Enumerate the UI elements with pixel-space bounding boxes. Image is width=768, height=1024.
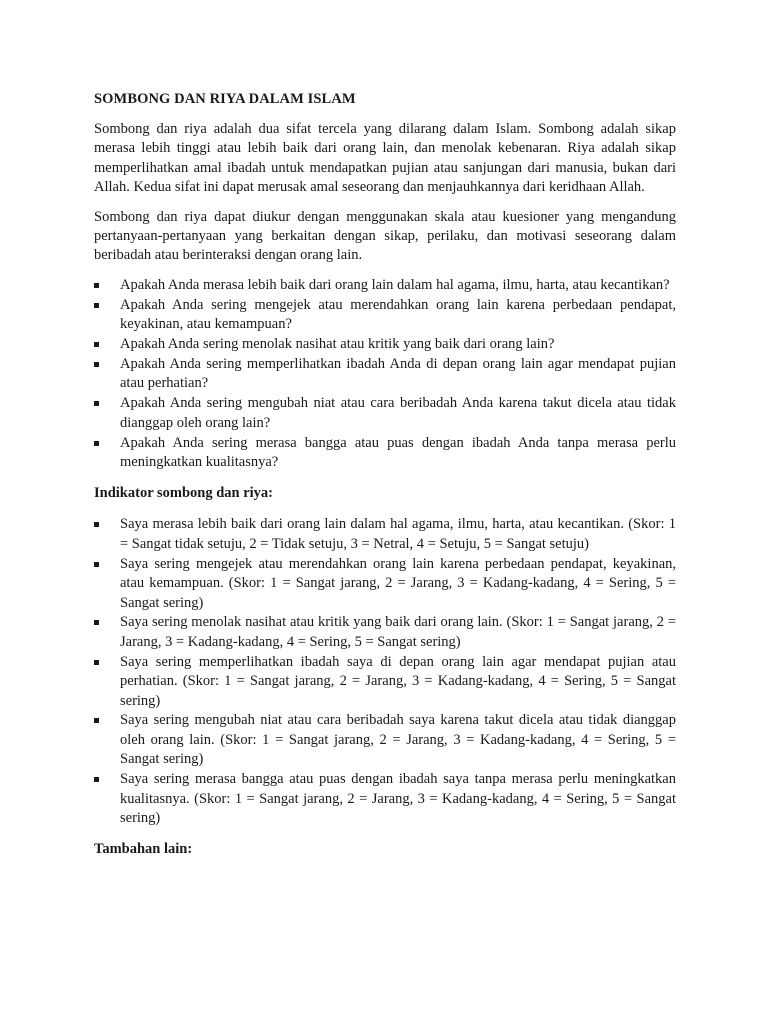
square-bullet-icon bbox=[94, 401, 99, 406]
question-item bbox=[94, 296, 676, 335]
question-text: Apakah Anda sering memperlihatkan ibadah Anda di depan orang lain agar mendapat pujian atau perhatian? bbox=[120, 355, 676, 392]
question-item bbox=[94, 276, 676, 295]
question-item bbox=[94, 394, 676, 433]
document-title: SOMBONG DAN RIYA DALAM ISLAM bbox=[94, 91, 356, 107]
indicator-text: Saya sering mengejek atau merendahkan orang lain karena perbedaan pendapat, keyakinan, atau kemampuan. (Skor: 1 = Sangat jarang, 2 = Jarang, 3 = Kadang-kadang, 4 = Sering, 5 = Sangat sering) bbox=[120, 555, 676, 611]
indicator-text: Saya merasa lebih baik dari orang lain dalam hal agama, ilmu, harta, atau kecantikan. (Skor: 1 = Sangat tidak setuju, 2 = Tidak setuju, 3 = Netral, 4 = Setuju, 5 = Sangat setuju) bbox=[120, 516, 676, 552]
indicator-item bbox=[94, 711, 676, 769]
indicator-text: Saya sering mengubah niat atau cara beribadah saya karena takut dicela atau tidak dianggap oleh orang lain. (Skor: 1 = Sangat jarang, 2 = Jarang, 3 = Kadang-kadang, 4 = Sering, 5 = Sangat sering) bbox=[120, 712, 676, 768]
indicator-text: Saya sering menolak nasihat atau kritik yang baik dari orang lain. (Skor: 1 = Sangat jarang, 2 = Jarang, 3 = Kadang-kadang, 4 = Sering, 5 = Sangat sering) bbox=[120, 614, 676, 650]
question-item bbox=[94, 355, 676, 394]
square-bullet-icon bbox=[94, 660, 99, 665]
indicator-list bbox=[94, 515, 676, 828]
question-text: Apakah Anda merasa lebih baik dari orang lain dalam hal agama, ilmu, harta, atau kecantikan? bbox=[120, 276, 670, 293]
indicator-item bbox=[94, 770, 676, 828]
question-text: Apakah Anda sering menolak nasihat atau kritik yang baik dari orang lain? bbox=[120, 336, 555, 353]
question-list bbox=[94, 276, 676, 473]
indicator-item bbox=[94, 613, 676, 652]
square-bullet-icon bbox=[94, 777, 99, 782]
measurement-paragraph: Sombong dan riya dapat diukur dengan menggunakan skala atau kuesioner yang mengandung pertanyaan-pertanyaan yang berkaitan dengan sikap, perilaku, dan motivasi seseorang dalam beribadah atau berinteraksi dengan orang lain. bbox=[94, 208, 676, 264]
square-bullet-icon bbox=[94, 342, 99, 347]
question-item bbox=[94, 335, 676, 354]
document-page bbox=[94, 90, 676, 871]
indicator-item bbox=[94, 555, 676, 613]
indicators-heading: Indikator sombong dan riya: bbox=[94, 485, 274, 502]
square-bullet-icon bbox=[94, 283, 99, 288]
square-bullet-icon bbox=[94, 441, 99, 446]
intro-paragraph: Sombong dan riya adalah dua sifat tercela yang dilarang dalam Islam. Sombong adalah sikap merasa lebih tinggi atau lebih baik dari orang lain, dan menolak kebenaran. Riya adalah sikap memperlihatkan amal ibadah untuk mendapatkan pujian atau sanjungan dari manusia, bukan dari Allah. Kedua sifat ini dapat merusak amal seseorang dan menjauhkannya dari keridhaan Allah. bbox=[94, 121, 676, 196]
question-item bbox=[94, 434, 676, 473]
indicator-item bbox=[94, 653, 676, 711]
question-text: Apakah Anda sering mengejek atau merendahkan orang lain karena perbedaan pendapat, keyakinan, atau kemampuan? bbox=[120, 296, 676, 333]
square-bullet-icon bbox=[94, 303, 99, 308]
square-bullet-icon bbox=[94, 718, 99, 723]
indicator-text: Saya sering merasa bangga atau puas dengan ibadah saya tanpa merasa perlu meningkatkan kualitasnya. (Skor: 1 = Sangat jarang, 2 = Jarang, 3 = Kadang-kadang, 4 = Sering, 5 = Sangat sering) bbox=[120, 771, 676, 826]
question-text: Apakah Anda sering mengubah niat atau cara beribadah Anda karena takut dicela atau tidak dianggap oleh orang lain? bbox=[120, 395, 676, 431]
additional-heading: Tambahan lain: bbox=[94, 841, 193, 858]
indicator-text: Saya sering memperlihatkan ibadah saya di depan orang lain agar mendapat pujian atau perhatian. (Skor: 1 = Sangat jarang, 2 = Jarang, 3 = Kadang-kadang, 4 = Sering, 5 = Sangat sering) bbox=[120, 653, 676, 709]
square-bullet-icon bbox=[94, 522, 99, 527]
question-text: Apakah Anda sering merasa bangga atau puas dengan ibadah Anda tanpa merasa perlu meningkatkan kualitasnya? bbox=[120, 434, 676, 470]
square-bullet-icon bbox=[94, 362, 99, 367]
square-bullet-icon bbox=[94, 562, 99, 567]
indicator-item bbox=[94, 515, 676, 554]
square-bullet-icon bbox=[94, 620, 99, 625]
